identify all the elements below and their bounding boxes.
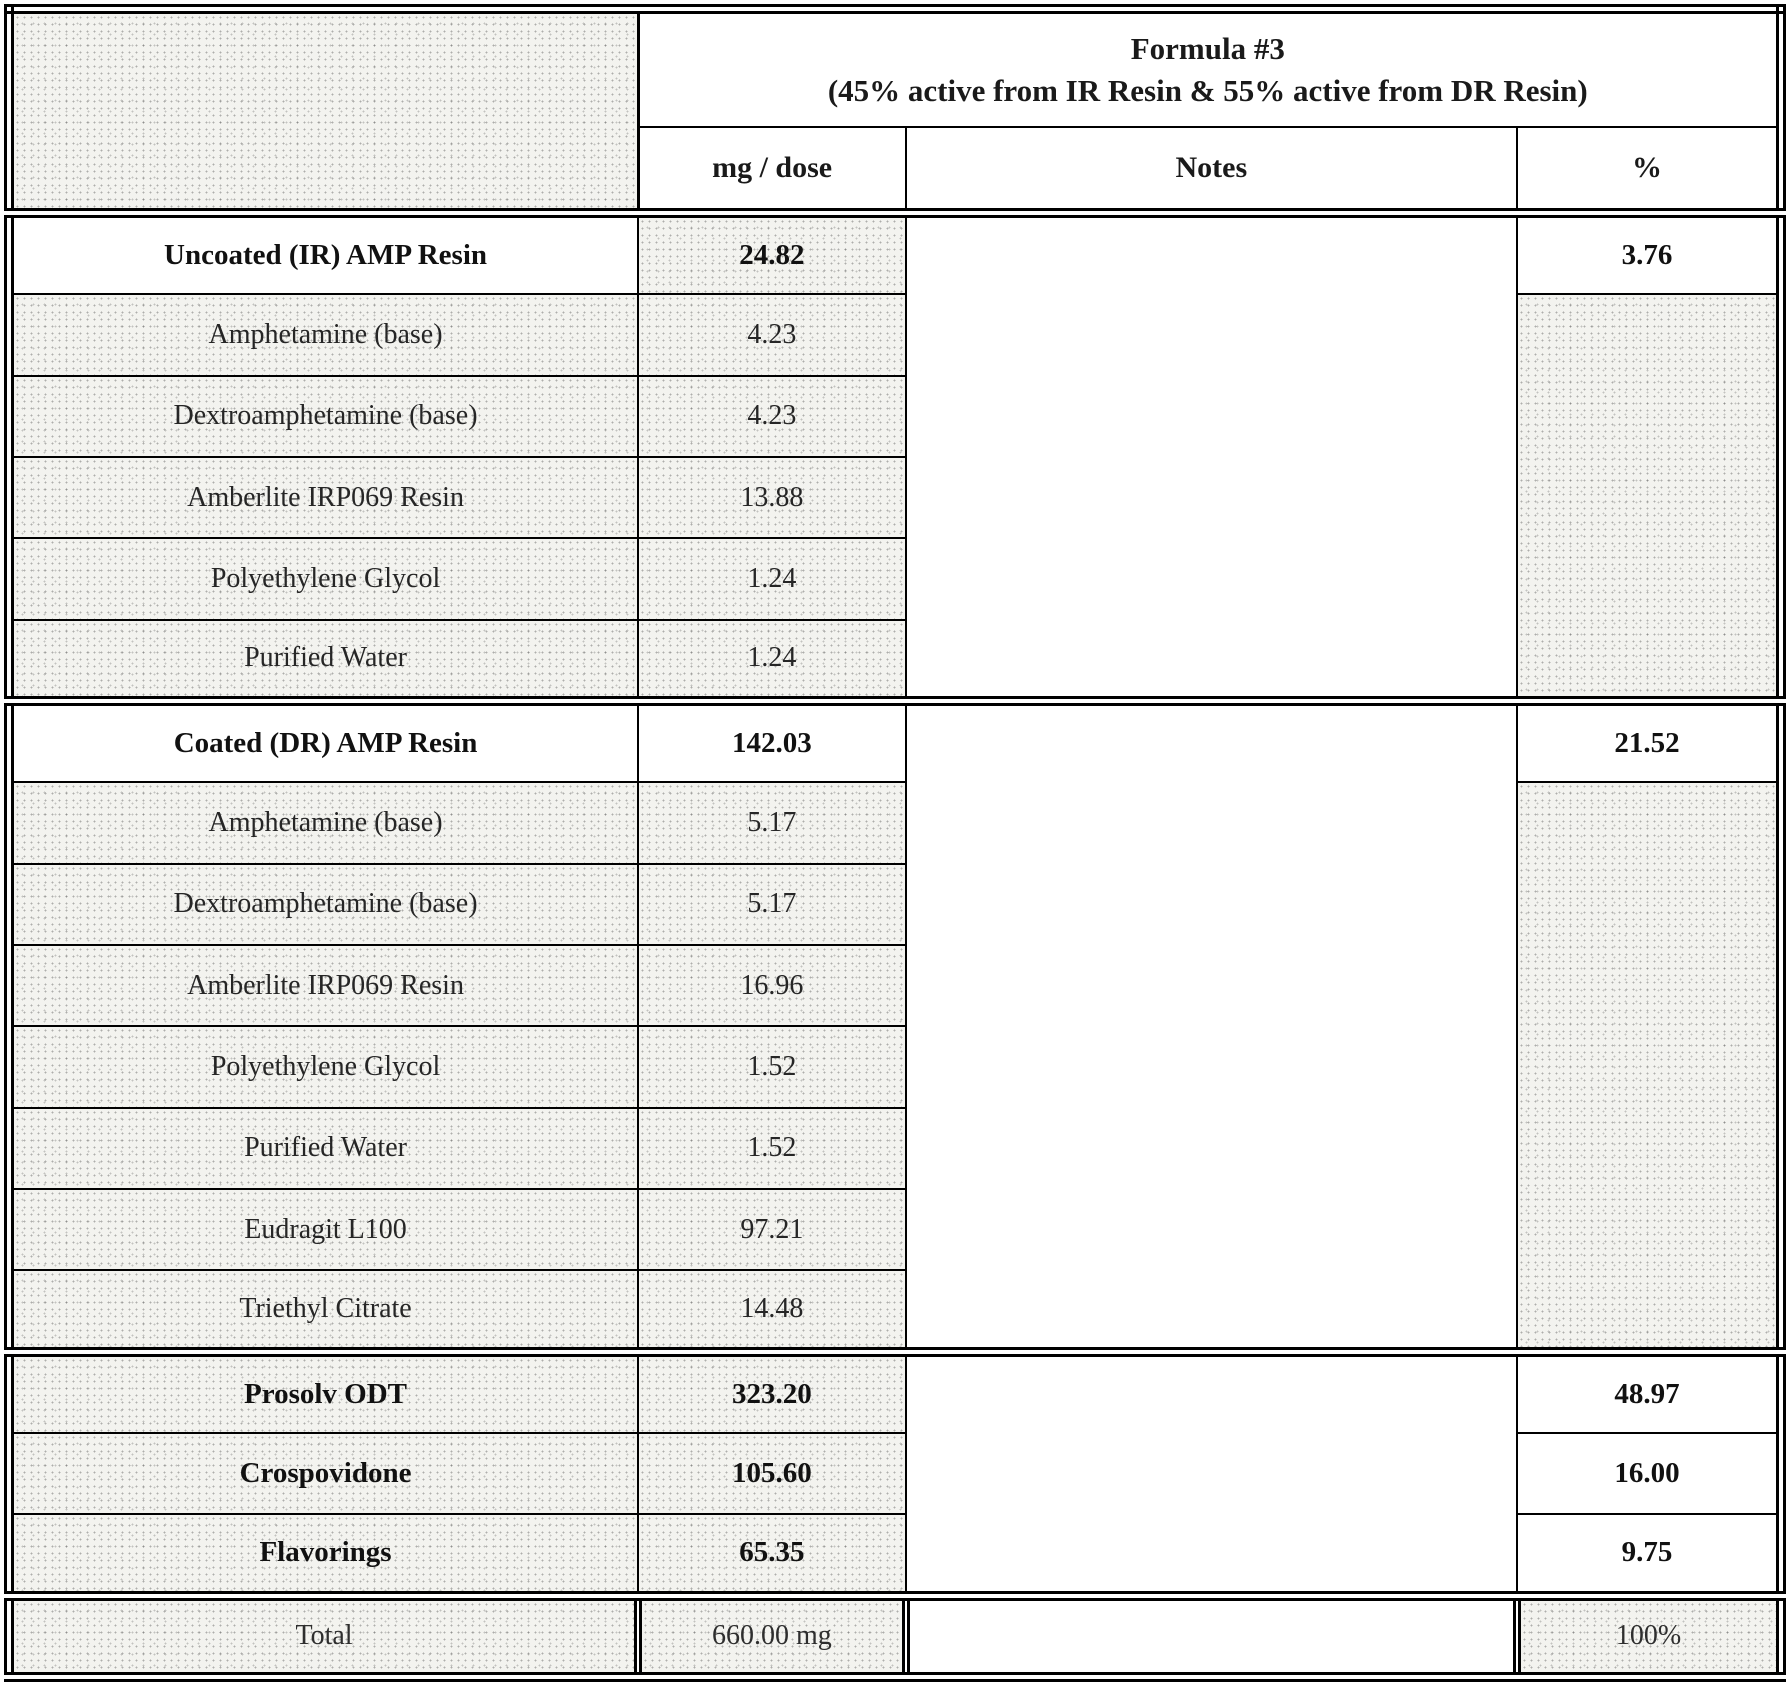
table-header bbox=[9, 9, 1781, 213]
ingredient-mg-cell: 1.24 bbox=[638, 538, 906, 619]
ingredient-name-cell: Amphetamine (base) bbox=[9, 782, 638, 863]
excipient-mg-cell: 65.35 bbox=[638, 1514, 906, 1595]
excipient-name-cell: Crospovidone bbox=[9, 1433, 638, 1514]
title-row bbox=[9, 9, 1781, 127]
ingredient-name-cell: Dextroamphetamine (base) bbox=[9, 376, 638, 457]
ingredient-name-cell: Polyethylene Glycol bbox=[9, 538, 638, 619]
ingredient-name-cell: Purified Water bbox=[9, 620, 638, 701]
ingredient-mg-cell: 5.17 bbox=[638, 864, 906, 945]
excipient-mg-cell: 105.60 bbox=[638, 1433, 906, 1514]
total-pct-cell: 100% bbox=[1517, 1596, 1781, 1677]
total-mg-cell: 660.00 mg bbox=[638, 1596, 906, 1677]
corner-empty-cell bbox=[9, 9, 638, 213]
total-notes-cell bbox=[906, 1596, 1517, 1677]
col-header-notes: Notes bbox=[906, 127, 1517, 213]
section1-mg-cell: 24.82 bbox=[638, 213, 906, 294]
ingredient-name-cell: Amberlite IRP069 Resin bbox=[9, 945, 638, 1026]
formula-title-line1: Formula #3 bbox=[1130, 31, 1285, 67]
section3-notes-cell bbox=[906, 1352, 1517, 1596]
col-header-pct: % bbox=[1517, 127, 1781, 213]
formula-title-line2: (45% active from IR Resin & 55% active from DR Resin) bbox=[827, 73, 1588, 108]
section2-title-cell: Coated (DR) AMP Resin bbox=[9, 701, 638, 782]
ingredient-name-cell: Triethyl Citrate bbox=[9, 1270, 638, 1351]
section1-notes-cell bbox=[906, 213, 1517, 701]
section2-pct-cell: 21.52 bbox=[1517, 701, 1781, 782]
excipient-mg-cell: 323.20 bbox=[638, 1352, 906, 1433]
section2-mg-cell: 142.03 bbox=[638, 701, 906, 782]
excipient-row bbox=[9, 1352, 1781, 1433]
section1-title-cell: Uncoated (IR) AMP Resin bbox=[9, 213, 638, 294]
section2-header-row bbox=[9, 701, 1781, 782]
excipient-pct-cell: 9.75 bbox=[1517, 1514, 1781, 1595]
ingredient-name-cell: Polyethylene Glycol bbox=[9, 1026, 638, 1107]
ingredient-mg-cell: 1.52 bbox=[638, 1026, 906, 1107]
ingredient-name-cell: Purified Water bbox=[9, 1108, 638, 1189]
ingredient-mg-cell: 4.23 bbox=[638, 376, 906, 457]
ingredient-mg-cell: 16.96 bbox=[638, 945, 906, 1026]
section1-pct-cell: 3.76 bbox=[1517, 213, 1781, 294]
ingredient-mg-cell: 1.52 bbox=[638, 1108, 906, 1189]
excipient-pct-cell: 48.97 bbox=[1517, 1352, 1781, 1433]
total-row bbox=[9, 1596, 1781, 1677]
ingredient-mg-cell: 14.48 bbox=[638, 1270, 906, 1351]
section2-notes-cell bbox=[906, 701, 1517, 1352]
formula-title-cell bbox=[638, 9, 1781, 127]
formula-table bbox=[4, 4, 1786, 1682]
col-header-mg: mg / dose bbox=[638, 127, 906, 213]
ingredient-name-cell: Amberlite IRP069 Resin bbox=[9, 457, 638, 538]
excipient-name-cell: Flavorings bbox=[9, 1514, 638, 1595]
ingredient-mg-cell: 4.23 bbox=[638, 294, 906, 375]
ingredient-mg-cell: 97.21 bbox=[638, 1189, 906, 1270]
ingredient-name-cell: Dextroamphetamine (base) bbox=[9, 864, 638, 945]
section2-pct-span-cell bbox=[1517, 782, 1781, 1351]
ingredient-name-cell: Amphetamine (base) bbox=[9, 294, 638, 375]
ingredient-mg-cell: 1.24 bbox=[638, 620, 906, 701]
ingredient-mg-cell: 5.17 bbox=[638, 782, 906, 863]
excipient-name-cell: Prosolv ODT bbox=[9, 1352, 638, 1433]
ingredient-name-cell: Eudragit L100 bbox=[9, 1189, 638, 1270]
section1-header-row bbox=[9, 213, 1781, 294]
total-label-cell: Total bbox=[9, 1596, 638, 1677]
ingredient-mg-cell: 13.88 bbox=[638, 457, 906, 538]
excipient-pct-cell: 16.00 bbox=[1517, 1433, 1781, 1514]
section1-pct-span-cell bbox=[1517, 294, 1781, 701]
